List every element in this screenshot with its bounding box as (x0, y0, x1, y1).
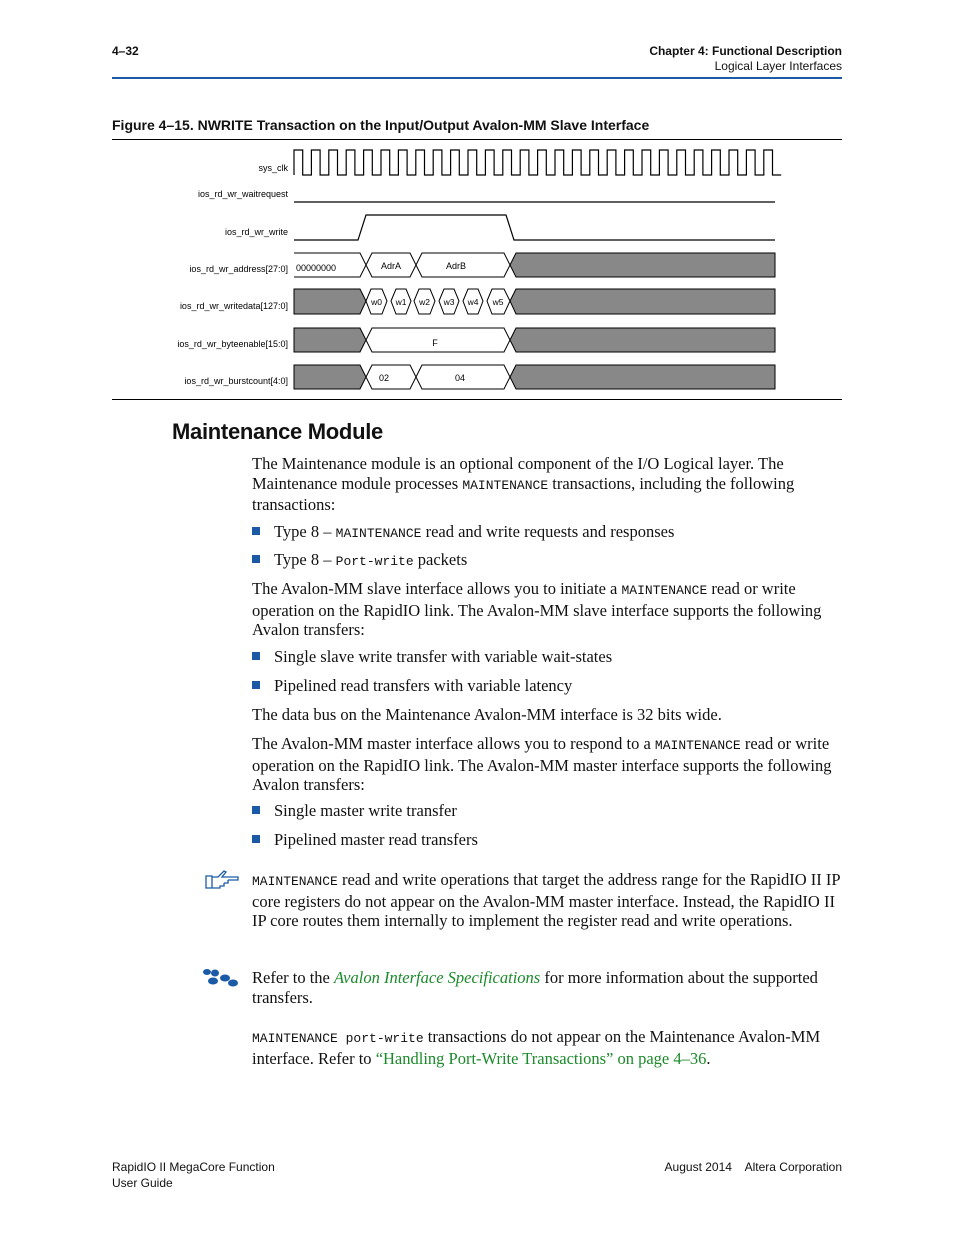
address-bus (294, 253, 775, 277)
signal-label: ios_rd_wr_burstcount[4:0] (184, 376, 288, 386)
bullet-icon (252, 806, 260, 814)
writedata-value: w2 (419, 297, 430, 307)
list-item: Single slave write transfer with variable wait-states (252, 647, 612, 667)
chapter-title: Chapter 4: Functional Description (649, 44, 842, 58)
writedata-value: w5 (492, 297, 504, 307)
bullet-icon (252, 555, 260, 563)
paragraph: MAINTENANCE port-write transactions do not appear on the Maintenance Avalon-MM interface. Refer to “Handling Port-Write Transactions” on page 4–36. (252, 1027, 821, 1068)
burstcount-bus (294, 365, 775, 389)
page-number: 4–32 (112, 44, 139, 58)
address-value: AdrA (380, 261, 402, 271)
list-item: Type 8 – Port-write packets (252, 550, 467, 572)
address-value: 00000000 (296, 263, 337, 273)
signal-label: ios_rd_wr_byteenable[15:0] (177, 339, 288, 349)
address-value: AdrB (445, 261, 467, 271)
list-item: Type 8 – MAINTENANCE read and write requests and responses (252, 522, 674, 544)
header-rule (112, 77, 842, 79)
bullet-icon (252, 652, 260, 660)
section-heading: Maintenance Module (172, 419, 383, 444)
bullet-icon (252, 681, 260, 689)
writedata-value: w3 (443, 297, 455, 307)
list-item: Pipelined master read transfers (252, 830, 478, 850)
port-write-link[interactable]: “Handling Port-Write Transactions” on page 4–36 (375, 1048, 707, 1068)
writedata-bus (294, 289, 775, 314)
signal-label: sys_clk (258, 163, 288, 173)
bullet-icon (252, 527, 260, 535)
footprints-icon (201, 968, 239, 988)
reference-paragraph: Refer to the Avalon Interface Specifications for more information about the supported transfers. (252, 968, 818, 1007)
byteenable-value: F (432, 338, 438, 348)
footer-doc: User Guide (112, 1176, 173, 1190)
writedata-value: w4 (467, 297, 479, 307)
section-title: Logical Layer Interfaces (714, 59, 842, 73)
paragraph: The Maintenance module is an optional component of the I/O Logical layer. The Maintenance module processes MAINTENANCE transactions, including the following transactions: (252, 454, 795, 514)
signal-label: ios_rd_wr_writedata[127:0] (179, 301, 288, 311)
writedata-value: w0 (371, 297, 382, 307)
list-item: Single master write transfer (252, 801, 457, 821)
byteenable-bus (294, 328, 775, 352)
writedata-value: w1 (395, 297, 407, 307)
burstcount-value: 04 (454, 373, 466, 383)
signal-label: ios_rd_wr_write (224, 227, 288, 237)
signal-label: ios_rd_wr_waitrequest (197, 189, 288, 199)
paragraph: The data bus on the Maintenance Avalon-MM interface is 32 bits wide. (252, 705, 722, 724)
paragraph: The Avalon-MM master interface allows you to respond to a MAINTENANCE read or write operation on the RapidIO link. The Avalon-MM master interface supports the following Avalon transfers: (252, 734, 832, 794)
figure-caption: Figure 4–15. NWRITE Transaction on the Input/Output Avalon-MM Slave Interface (112, 117, 650, 133)
avalon-spec-link[interactable]: Avalon Interface Specifications (334, 968, 541, 987)
list-item: Pipelined read transfers with variable latency (252, 676, 572, 696)
burstcount-value: 02 (378, 373, 390, 383)
sys-clk-waveform (294, 150, 781, 175)
footer-date-company: August 2014 Altera Corporation (664, 1160, 842, 1174)
signal-label: ios_rd_wr_address[27:0] (189, 264, 288, 274)
pointing-hand-icon (204, 868, 240, 890)
footer-product: RapidIO II MegaCore Function (112, 1160, 275, 1174)
paragraph: The Avalon-MM slave interface allows you to initiate a MAINTENANCE read or write operation on the RapidIO link. The Avalon-MM slave interface supports the following Avalon transfers: (252, 579, 822, 639)
write-waveform (294, 215, 775, 240)
figure-rule-bottom (112, 399, 842, 400)
bullet-icon (252, 835, 260, 843)
note-paragraph: MAINTENANCE read and write operations that target the address range for the RapidIO II IP core registers do not appear on the Avalon-MM master interface. Instead, the RapidIO II IP core routes them internally to implement the register read and write operations. (252, 870, 840, 930)
timing-diagram (112, 140, 842, 398)
